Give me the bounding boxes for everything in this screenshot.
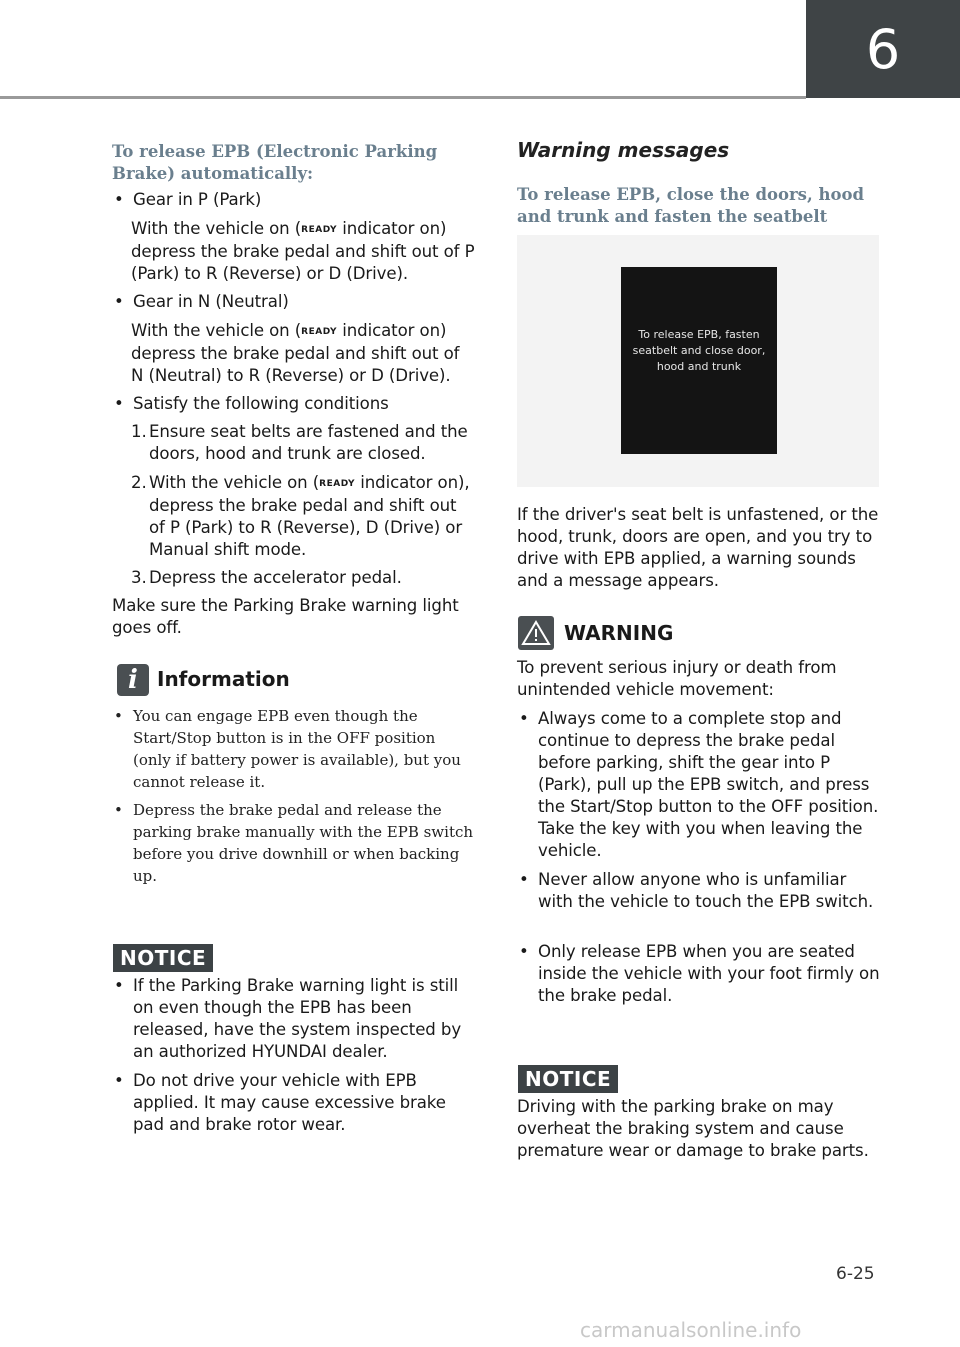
chapter-tab: 6 [806, 0, 960, 98]
notice-badge: NOTICE [113, 944, 213, 972]
cluster-display-screen [621, 267, 777, 454]
warning-heading: WARNING [564, 621, 674, 645]
bullet-icon: • [114, 394, 124, 413]
list-item-label: Gear in P (Park) [133, 190, 262, 209]
bullet-icon: • [114, 292, 124, 311]
header-rule [0, 96, 806, 99]
list-item-label: Gear in N (Neutral) [133, 292, 289, 311]
ready-indicator-icon: READY [301, 225, 338, 235]
info-heading: Information [157, 667, 290, 691]
list-item-detail: With the vehicle on (READY indicator on) depress the brake pedal and shift out of N (Neutral) to R (Reverse) or D (Drive). [131, 321, 460, 385]
notice-badge: NOTICE [518, 1065, 618, 1093]
display-message: To release EPB, fasten seatbelt and close door, hood and trunk [632, 328, 766, 373]
list-item-detail: With the vehicle on (READY indicator on) depress the brake pedal and shift out of P (Park) to R (Reverse) or D (Drive). [131, 219, 475, 283]
watermark: carmanualsonline.info [580, 1318, 802, 1342]
closing-note: Make sure the Parking Brake warning light goes off. [112, 596, 459, 637]
warning-intro: To prevent serious injury or death from unintended vehicle movement: [517, 658, 837, 699]
notice-text: Driving with the parking brake on may overheat the braking system and cause premature wear or damage to brake parts. [517, 1097, 869, 1160]
message-title: To release EPB, close the doors, hood and trunk and fasten the seatbelt [517, 185, 865, 226]
ready-indicator-icon: READY [319, 479, 356, 489]
ready-indicator-icon: READY [301, 327, 338, 337]
warning-messages-heading: Warning messages [517, 138, 730, 162]
warning-icon [518, 616, 554, 650]
bullet-icon: • [114, 190, 124, 209]
description: If the driver's seat belt is unfastened, or the hood, trunk, doors are open, and you try to drive with EPB applied, a warning sounds and a message appears. [517, 505, 879, 590]
section-title: To release EPB (Electronic Parking Brake) automatically: [112, 142, 438, 183]
page-number: 6-25 [836, 1264, 875, 1284]
list-item-label: Satisfy the following conditions [133, 394, 389, 413]
info-icon: i [117, 664, 149, 696]
